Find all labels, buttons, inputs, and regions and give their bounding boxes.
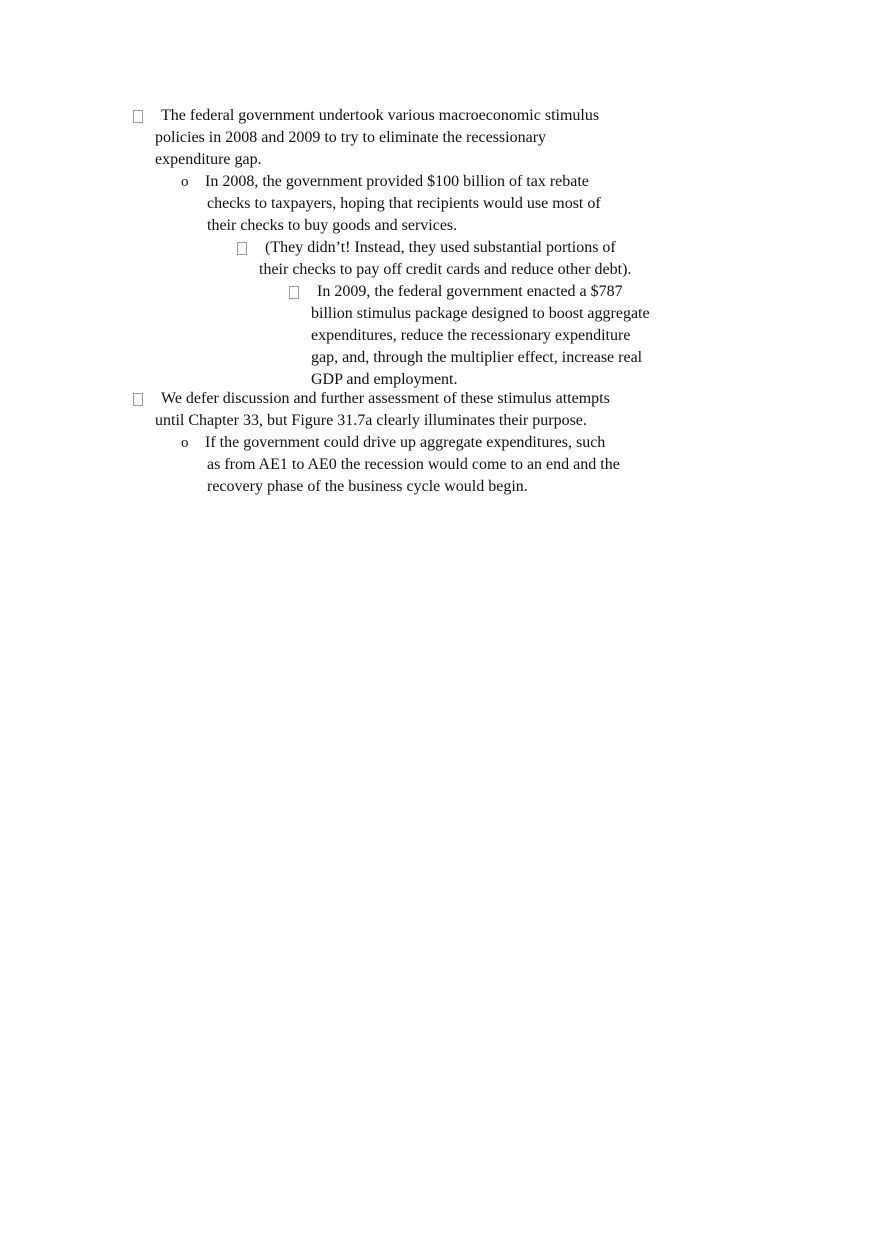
- text-line: checks to taxpayers, hoping that recipients would use most of: [207, 195, 601, 212]
- sub-bullet-item-tax-rebate: [181, 171, 601, 237]
- text-line: their checks to pay off credit cards and reduce other debt).: [259, 261, 632, 278]
- text-line: We defer discussion and further assessment of these stimulus attempts: [161, 390, 610, 407]
- text-line: their checks to buy goods and services.: [207, 217, 458, 234]
- circle-bullet-marker: o: [181, 435, 189, 451]
- text-line: expenditure gap.: [155, 151, 262, 168]
- text-line: The federal government undertook various macroeconomic stimulus: [161, 107, 600, 124]
- text-line: billion stimulus package designed to boost aggregate: [311, 305, 650, 322]
- text-line: policies in 2008 and 2009 to try to eliminate the recessionary: [155, 129, 547, 146]
- nested-bullet-item-stimulus-package: [311, 281, 650, 391]
- square-bullet-icon: [133, 393, 143, 406]
- text-line: expenditures, reduce the recessionary expenditure: [311, 327, 631, 344]
- square-bullet-icon: [237, 242, 247, 255]
- square-bullet-icon: [133, 110, 143, 123]
- bullet-item-stimulus-policies: [155, 105, 599, 171]
- text-line: In 2008, the government provided $100 billion of tax rebate: [205, 173, 589, 190]
- square-bullet-icon: [289, 286, 299, 299]
- text-line: (They didn’t! Instead, they used substantial portions of: [265, 239, 616, 256]
- sub-sub-bullet-item-debt: [259, 237, 631, 281]
- text-line: until Chapter 33, but Figure 31.7a clearly illuminates their purpose.: [155, 412, 587, 429]
- bullet-item-defer-discussion: [155, 388, 610, 432]
- text-line: GDP and employment.: [311, 371, 458, 388]
- text-line: gap, and, through the multiplier effect, increase real: [311, 349, 643, 366]
- text-line: In 2009, the federal government enacted a $787: [317, 283, 623, 300]
- text-line: If the government could drive up aggregate expenditures, such: [205, 434, 606, 451]
- text-line: as from AE1 to AE0 the recession would come to an end and the: [207, 456, 620, 473]
- text-line: recovery phase of the business cycle would begin.: [207, 478, 528, 495]
- circle-bullet-marker: o: [181, 174, 189, 190]
- sub-bullet-item-aggregate-expenditures: [181, 432, 620, 498]
